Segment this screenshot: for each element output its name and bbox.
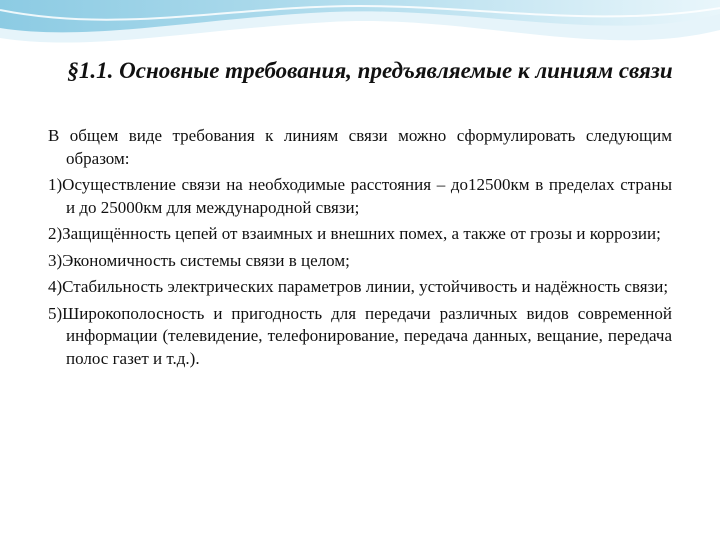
intro-paragraph: В общем виде требования к линиям связи можно сформулировать следующим образом: xyxy=(48,126,672,168)
requirement-item-4: 4)Стабильность электрических параметров линии, устойчивость и надёжность связи; xyxy=(48,277,669,296)
slide-body xyxy=(48,125,672,374)
slide-title: §1.1. Основные требования, предъявляемые к линиям связи xyxy=(67,58,673,83)
requirement-item-3: 3)Экономичность системы связи в целом; xyxy=(48,250,350,270)
requirement-item-5: 5)Широкополосность и пригодность для передачи различных видов современной информации (телевидение, телефонирование, передача данных, вещание, передача полос газет и т.д.). xyxy=(48,303,672,368)
requirement-item-1: 1)Осуществление связи на необходимые расстояния – до12500км в пределах страны и до 25000км для международной связи; xyxy=(48,175,672,217)
requirement-item-2: 2)Защищённость цепей от взаимных и внешних помех, а также от грозы и коррозии; xyxy=(48,224,661,243)
